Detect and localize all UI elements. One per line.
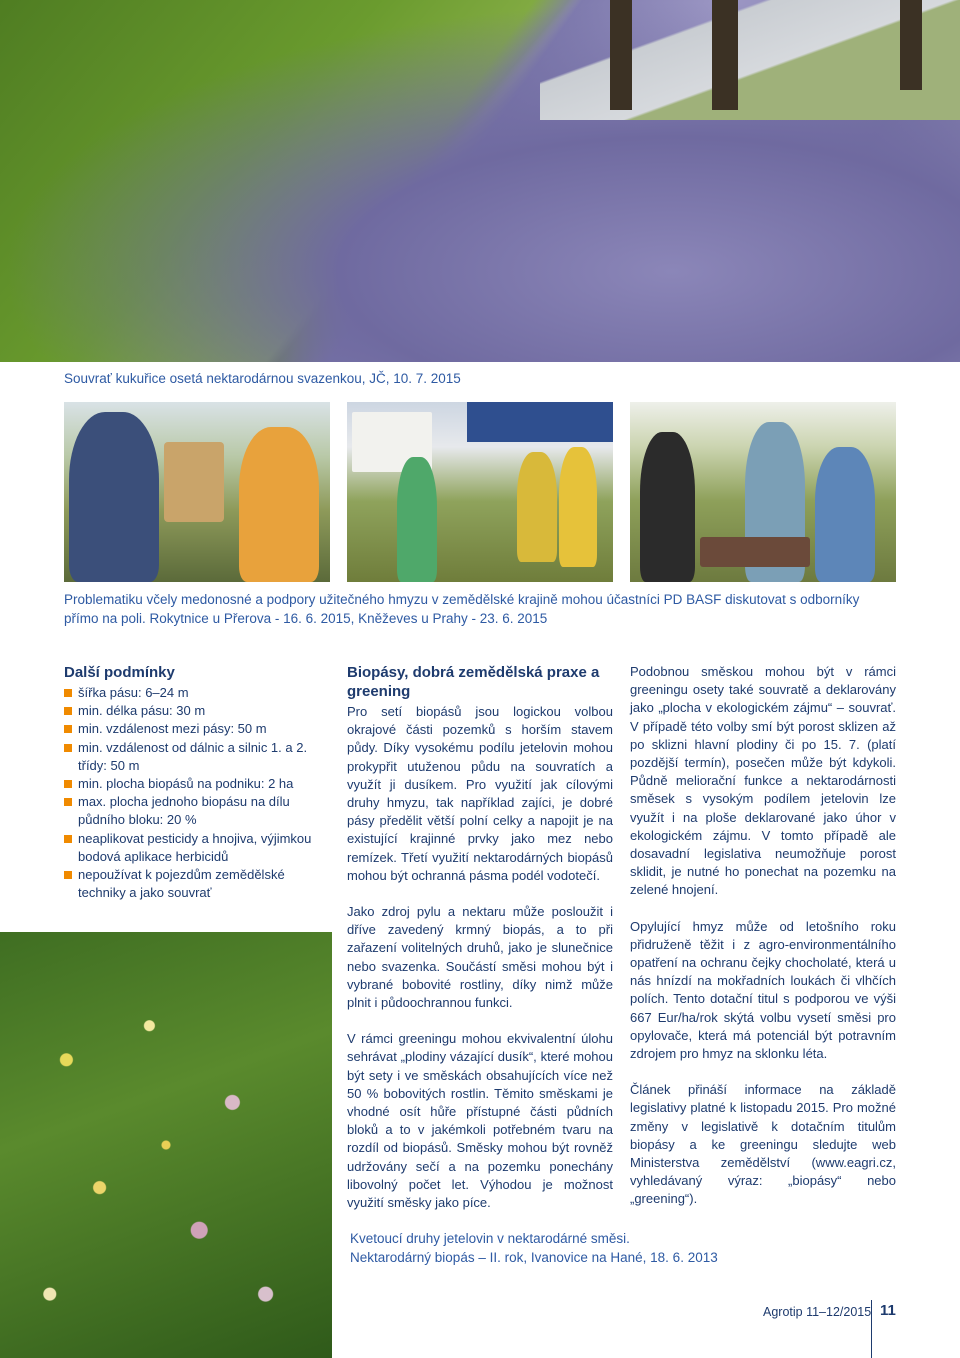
road [540, 0, 960, 120]
article-heading: Biopásy, dobrá zemědělská praxe a greening [347, 664, 600, 700]
list-item: šířka pásu: 6–24 m [64, 684, 314, 702]
tree-trunk [712, 0, 738, 110]
list-item: neaplikovat pesticidy a hnojiva, výjimkou bodová aplikace herbicidů [64, 830, 314, 866]
paragraph: Článek přináší informace na základě legislativy platné k listopadu 2015. Pro možné změny v legislativě k dotačním titulům biopásy a ke greeningu sledujte web Ministerstva zemědělství (www.eagri.cz, vyhledávaný výraz: „biopásy“ nebo „greening“). [630, 1082, 896, 1207]
caption-line: Kvetoucí druhy jetelovin v nektarodárné směsi. [350, 1231, 630, 1246]
page-number: 11 [880, 1302, 896, 1319]
hero-photo [0, 0, 960, 362]
publication-label: Agrotip 11–12/2015 [763, 1305, 872, 1319]
list-item: max. plocha jednoho biopásu na dílu půdního bloku: 20 % [64, 793, 314, 829]
photo-caption-bottom [350, 1229, 718, 1267]
conditions-box [64, 663, 314, 902]
list-item: min. délka pásu: 30 m [64, 702, 314, 720]
paragraph: Podobnou směskou mohou být v rámci greeningu osety také souvratě a deklarovány jako „plocha v ekologickém zájmu“ – souvrať. V případě této volby smí být porost sklizen až po sklizni hlavní plodiny či po 15. 7. (platí pozdější termín), posečen může být kdykoli. Půdně meliorační funkce a nektarodárnosti směsek s vysokým podílem jetelovin lze využít i na ploše deklarované jako úhor v ekologickém zájmu. V tomto případě ale dosavadní legislativa neumožňuje porost sklidit, je nutné ho ponechat na pozemku na zelené hnojení. [630, 664, 896, 898]
list-item: min. vzdálenost od dálnic a silnic 1. a 2. třídy: 50 m [64, 739, 314, 775]
tree-trunk [900, 0, 922, 90]
paragraph: Jako zdroj pylu a nektaru může posloužit i dříve zavedený krmný biopás, a to při zařazení volitelných druhů, jako je slunečnice nebo svazenka. Součástí směsi mohou být i vybrané bobovité rostliny, díky nimž může plnit i půdoochrannou funkci. [347, 904, 613, 1011]
paragraph: Pro setí biopásů jsou logickou volbou okrajové části pozemků s horším stavem půdy. Díky vysokému podílu jetelovin mohou prokypřit utuženou půdu na souvratích a využít ji dusíkem. Pro využití jak cílovými druhy hmyzu, tak například zajíci, je dobré pásy předělit větší polní celky a napojit je na existující krajinné prvky jako mez nebo remízek. Třetí využití nektarodárných biopásů mohou být ochranná pásma podél vodotečí. [347, 704, 613, 883]
conditions-list [64, 684, 314, 902]
person [640, 432, 695, 582]
paragraph: Opylující hmyz může od letošního roku přidruženě těžit i z agro-environmentálního opatření na ochranu čejky chocholaté, která u nás hnízdí na mokřadních loukách či vlhčích polích. Tento dotační titul s podporou ve výši 667 Eur/ha/rok skýtá volbu vysetí směsi pro opylovače, která má potenciál být potravním zdrojem pro hmyz na sklonku léta. [630, 918, 896, 1062]
caption-line: Problematiku včely medonosné a podpory užitečného hmyzu v zemědělské krajině mohou účastníci PD BASF diskutovat s odborníky [64, 592, 860, 607]
caption-line: přímo na poli. Rokytnice u Přerova - 16. 6. 2015, Kněževes u Prahy - 23. 6. 2015 [64, 611, 548, 626]
tent-roof [467, 402, 613, 442]
article-column-3 [630, 663, 896, 1209]
conditions-heading: Další podmínky [64, 664, 175, 681]
list-item: nepoužívat k pojezdům zemědělské techniky a jako souvrať [64, 866, 314, 902]
person [815, 447, 875, 582]
photo-field-discussion [630, 402, 896, 582]
photo-caption-middle [64, 590, 904, 628]
article-column-2 [347, 663, 613, 1212]
photo-beekeeper-demo [64, 402, 330, 582]
person [397, 457, 437, 582]
beehive-frame [164, 442, 224, 522]
person [517, 452, 557, 562]
list-item: min. plocha biopásů na podniku: 2 ha [64, 775, 314, 793]
photo-caption-top: Souvrať kukuřice osetá nektarodárnou svazenkou, JČ, 10. 7. 2015 [64, 371, 461, 386]
photo-field-day-tent [347, 402, 613, 582]
person [239, 427, 319, 582]
person [559, 447, 597, 567]
photo-clover-meadow [0, 932, 332, 1358]
tree-trunk [610, 0, 632, 110]
footer-divider [871, 1300, 872, 1358]
table [700, 537, 810, 567]
caption-line: Nektarodárný biopás – II. rok, Ivanovice na Hané, 18. 6. 2013 [350, 1250, 718, 1265]
list-item: min. vzdálenost mezi pásy: 50 m [64, 720, 314, 738]
paragraph: V rámci greeningu mohou ekvivalentní úlohu sehrávat „plodiny vázající dusík“, které mohou být sety i ve směskách obsahujících více než 50 % bobovitých rostlin. Těmito směskami je vhodné osít hůře přístupné části půdních bloků a to v jakémkoli potřebném tvaru na rozdíl od biopásů. Směsky mohou být rovněž udržovány sečí a na pozemku ponechány libovolný počet let. Výhodou je možnost využití směsky jako píce. [347, 1031, 613, 1211]
person [69, 412, 159, 582]
